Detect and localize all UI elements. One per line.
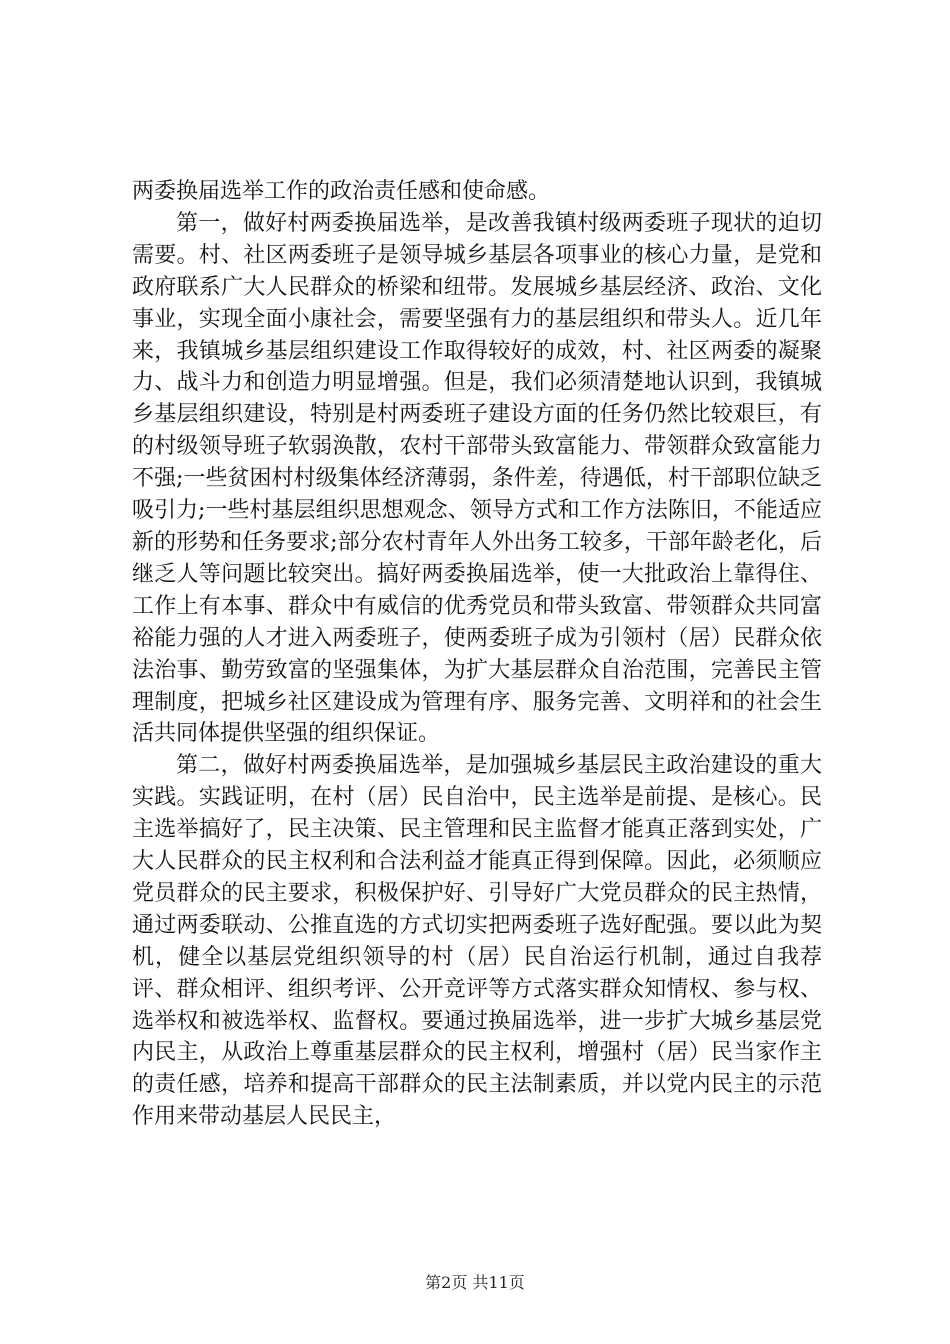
- paragraph-continuation: 两委换届选举工作的政治责任感和使命感。: [132, 179, 551, 204]
- page-footer: [0, 1270, 950, 1293]
- paragraph-second-point: 第二，做好村两委换届选举，是加强城乡基层民主政治建设的重大实践。实践证明，在村（居）民自治中，民主选举是前提、是核心。民主选举搞好了，民主决策、民主管理和民主监督才能真正落到实处，广大人民群众的民主权利和合法利益才能真正得到保障。因此，必须顺应党员群众的民主要求，积极保护好、引导好广大党员群众的民主热情，通过两委联动、公推直选的方式切实把两委班子选好配强。要以此为契机，健全以基层党组织领导的村（居）民自治运行机制，通过自我荐评、群众相评、组织考评、公开竞评等方式落实群众知情权、参与权、选举权和被选举权、监督权。要通过换届选举，进一步扩大城乡基层党内民主，从政治上尊重基层群众的民主权利，增强村（居）民当家作主的责任感，培养和提高干部群众的民主法制素质，并以党内民主的示范作用来带动基层人民民主，: [132, 753, 822, 1130]
- page-number-label: 第2页 共11页: [425, 1273, 525, 1292]
- paragraph-first-point: 第一，做好村两委换届选举，是改善我镇村级两委班子现状的迫切需要。村、社区两委班子是领导城乡基层各项事业的核心力量，是党和政府联系广大人民群众的桥梁和纽带。发展城乡基层经济、政治、文化事业，实现全面小康社会，需要坚强有力的基层组织和带头人。近几年来，我镇城乡基层组织建设工作取得较好的成效，村、社区两委的凝聚力、战斗力和创造力明显增强。但是，我们必须清楚地认识到，我镇城乡基层组织建设，特别是村两委班子建设方面的任务仍然比较艰巨，有的村级领导班子软弱涣散，农村干部带头致富能力、带领群众致富能力不强;一些贫困村村级集体经济薄弱，条件差，待遇低，村干部职位缺乏吸引力;一些村基层组织思想观念、领导方式和工作方法陈旧，不能适应新的形势和任务要求;部分农村青年人外出务工较多，干部年龄老化，后继乏人等问题比较突出。搞好两委换届选举，使一大批政治上靠得住、工作上有本事、群众中有威信的优秀党员和带头致富、带领群众共同富裕能力强的人才进入两委班子，使两委班子成为引领村（居）民群众依法治事、勤劳致富的坚强集体，为扩大基层群众自治范围，完善民主管理制度，把城乡社区建设成为管理有序、服务完善、文明祥和的社会生活共同体提供坚强的组织保证。: [132, 210, 822, 747]
- document-body: [132, 176, 822, 1133]
